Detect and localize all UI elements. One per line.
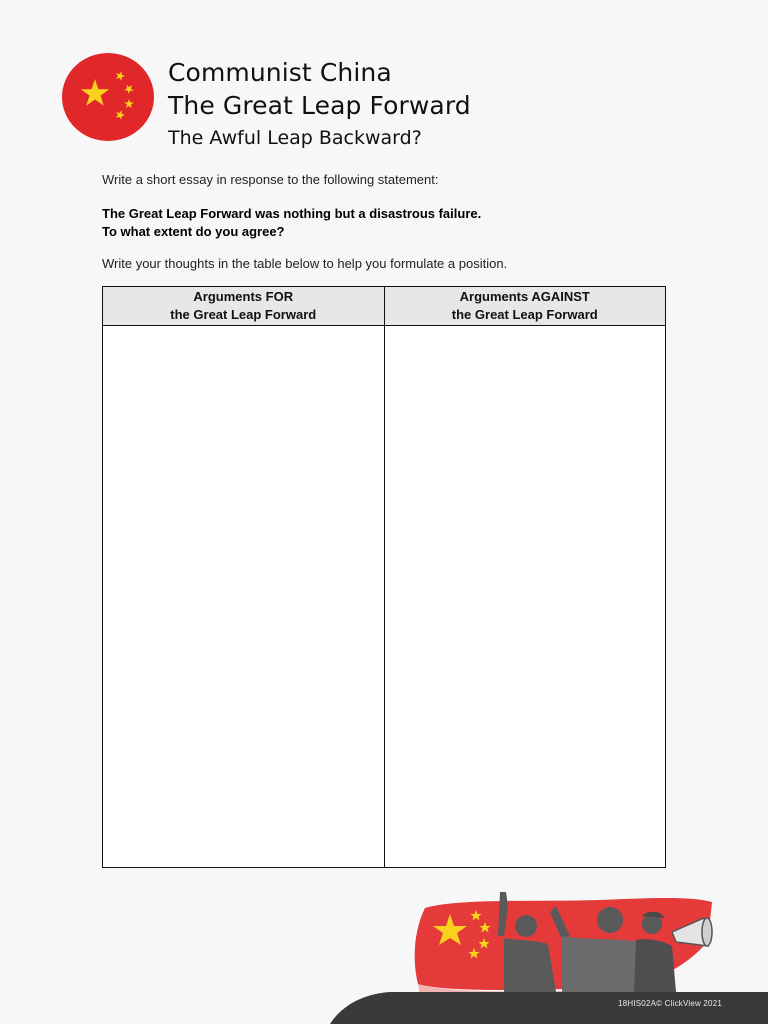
column-for bbox=[103, 287, 384, 867]
column-for-header-line-2: the Great Leap Forward bbox=[170, 307, 317, 322]
essay-statement bbox=[102, 205, 481, 241]
intro-text: Write a short essay in response to the following statement: bbox=[102, 172, 439, 187]
instruction-text: Write your thoughts in the table below to help you formulate a position. bbox=[102, 256, 508, 271]
column-for-header bbox=[103, 287, 384, 326]
statement-line-2: To what extent do you agree? bbox=[102, 224, 285, 239]
column-against-writing-area[interactable] bbox=[385, 326, 666, 867]
title-block bbox=[168, 56, 471, 153]
column-against-header-line-1: Arguments AGAINST bbox=[459, 289, 590, 304]
arguments-table bbox=[102, 286, 666, 868]
page-subtitle: The Awful Leap Backward? bbox=[168, 127, 422, 149]
footer-code: 18HIS02A© ClickView 2021 bbox=[618, 999, 722, 1008]
column-against bbox=[384, 287, 666, 867]
column-against-header-line-2: the Great Leap Forward bbox=[451, 307, 598, 322]
statement-line-1: The Great Leap Forward was nothing but a disastrous failure. bbox=[102, 206, 482, 221]
column-against-header bbox=[385, 287, 666, 326]
page-title-line-1: Communist China bbox=[168, 58, 392, 87]
column-for-header-line-1: Arguments FOR bbox=[193, 289, 294, 304]
page-title-line-2: The Great Leap Forward bbox=[168, 91, 471, 120]
column-for-writing-area[interactable] bbox=[103, 326, 384, 867]
china-flag-circle-icon bbox=[62, 53, 154, 141]
